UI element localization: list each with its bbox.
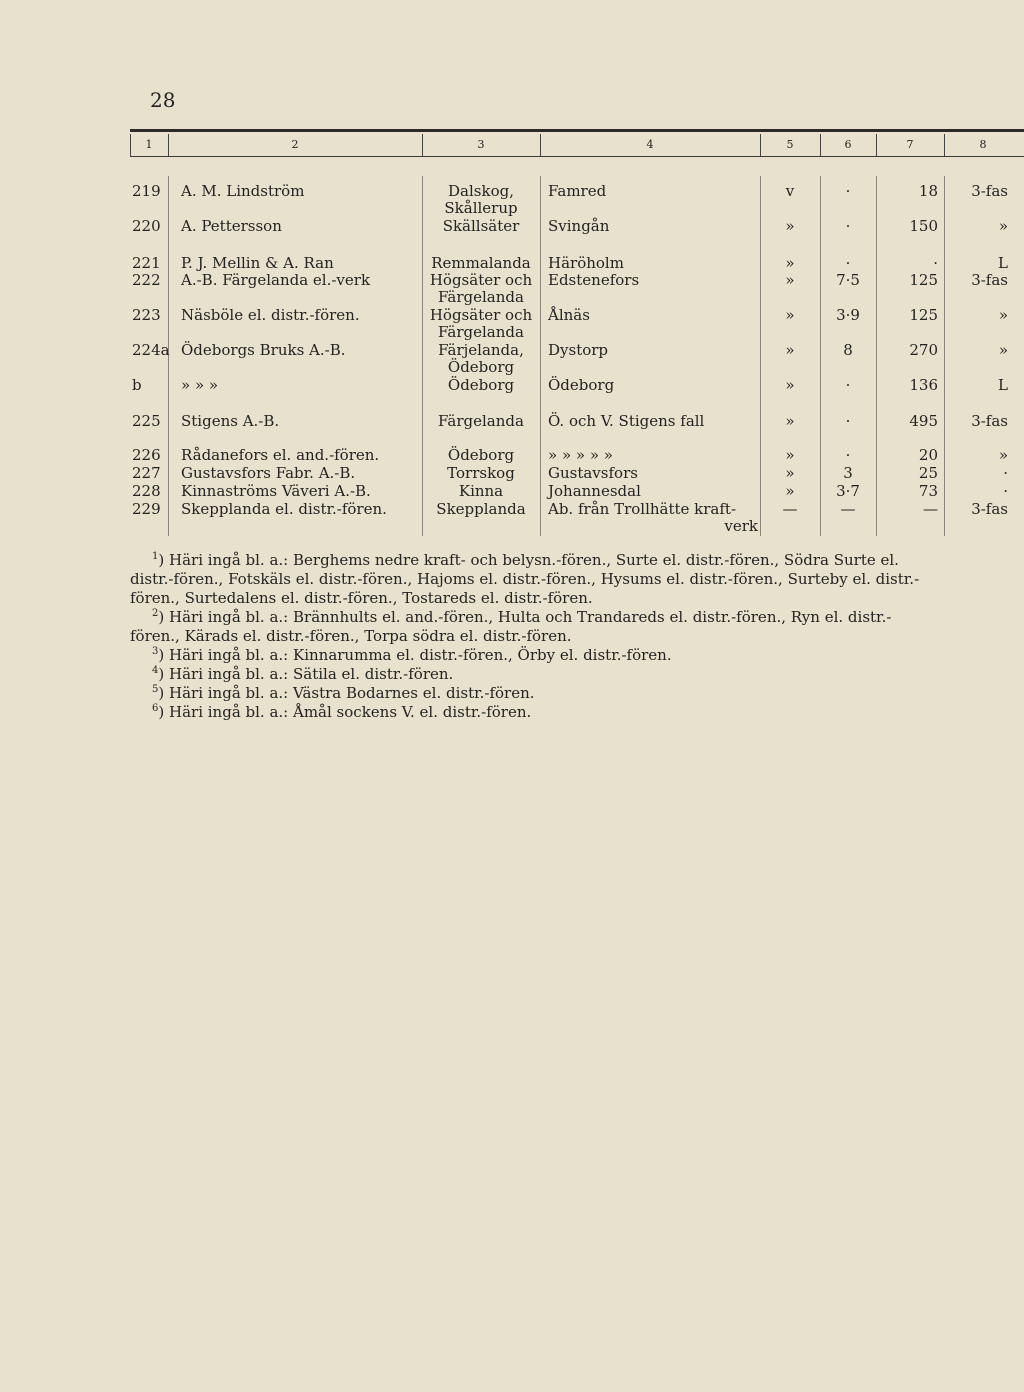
footnote-4: $^4$) Häri ingå bl. a.: Sätila el. distr.-fören. [152,665,454,683]
owner-name: A. M. Lindström [181,182,305,200]
owner-name: Stigens A.-B. [181,412,280,430]
row-number: 228 [132,482,161,500]
plant-location: Edstenefors [548,271,640,289]
col8-value: » [998,217,1008,235]
parish: Kinna [458,482,504,500]
plant-location: Johannesdal [548,482,641,500]
column-divider [540,134,541,156]
row-number: 221 [132,254,161,272]
footnote-mark: 6 [152,703,159,714]
owner-name: Ödeborgs Bruks A.-B. [181,341,346,359]
col7-value: — [923,500,938,518]
owner-name: P. J. Mellin & A. Ran [181,254,334,272]
col6-value: 3·9 [836,306,860,324]
col6-value: 3 [843,464,853,482]
column-header-7: 7 [906,138,914,151]
column-divider [168,134,169,156]
col7-value: 125 [909,306,938,324]
col6-value: 7·5 [836,271,860,289]
row-number: b [132,376,142,394]
col7-value: 18 [918,182,938,200]
footnote-line: fören., Surtedalens el. distr.-fören., Tostareds el. distr.-fören. [130,589,593,607]
col6-value: 3·7 [836,482,860,500]
column-rule [540,176,541,536]
col8-value: L [998,376,1008,394]
column-divider [760,134,761,156]
parish: Färgelanda [438,288,524,306]
footnote-1: $^1$) Häri ingå bl. a.: Berghems nedre kraft- och belysn.-fören., Surte el. distr.-fören., Södra Surte el. [152,551,899,569]
row-number: 229 [132,500,161,518]
col6-value: 8 [843,341,853,359]
plant-location: » » » » » [548,446,613,464]
col8-value: 3-fas [971,500,1008,518]
parish: Ödeborg [447,376,515,394]
footnote-mark: 5 [152,684,159,695]
footnote-5: $^5$) Häri ingå bl. a.: Västra Bodarnes el. distr.-fören. [152,684,535,702]
col6-value: · [845,182,851,200]
col8-value: 3-fas [971,182,1008,200]
col5-value: » [785,376,795,394]
col8-value: 3-fas [971,271,1008,289]
footnote-line: fören., Kärads el. distr.-fören., Torpa södra el. distr.-fören. [130,627,572,645]
footnote-2: $^2$) Häri ingå bl. a.: Brännhults el. and.-fören., Hulta och Trandareds el. distr.-fören., Ryn el. distr.- [152,608,892,626]
column-header-3: 3 [477,138,485,151]
col6-value: — [840,500,856,518]
page-number: 28 [150,88,176,112]
plant-location: Ö. och V. Stigens fall [548,412,705,430]
column-header-4: 4 [646,138,654,151]
column-header-1: 1 [145,138,153,151]
parish: Högsäter och [429,271,533,289]
col5-value: » [785,254,795,272]
row-number: 227 [132,464,161,482]
col5-value: — [782,500,798,518]
footnote-3: $^3$) Häri ingå bl. a.: Kinnarumma el. distr.-fören., Örby el. distr.-fören. [152,646,672,664]
parish: Ödeborg [447,446,515,464]
column-header-5: 5 [786,138,794,151]
owner-name: A.-B. Färgelanda el.-verk [181,271,371,289]
col8-value: » [998,341,1008,359]
col6-value: · [845,254,851,272]
footnote-mark: 2 [152,608,159,619]
table-top-rule [130,129,1024,132]
owner-name: Rådanefors el. and.-fören. [181,446,380,464]
col5-value: v [785,182,795,200]
col6-value: · [845,376,851,394]
plant-location: Svingån [548,217,610,235]
plant-location: Ödeborg [548,376,615,394]
col5-value: » [785,306,795,324]
col5-value: » [785,217,795,235]
col5-value: » [785,482,795,500]
owner-name: Näsböle el. distr.-fören. [181,306,360,324]
column-divider [422,134,423,156]
column-divider [130,134,131,156]
plant-location: Ålnäs [548,306,590,324]
row-number: 226 [132,446,161,464]
parish: Remmalanda [431,254,531,272]
column-divider [944,134,945,156]
row-number: 222 [132,271,161,289]
col8-value: · [1003,464,1008,482]
column-header-8: 8 [979,138,987,151]
parish: Ödeborg [447,358,515,376]
plant-location: Ab. från Trollhätte kraft- [548,500,737,518]
col8-value: » [998,306,1008,324]
plant-location: Gustavsfors [548,464,638,482]
owner-name: Kinnaströms Väveri A.-B. [181,482,371,500]
owner-name: A. Pettersson [181,217,282,235]
col6-value: · [845,412,851,430]
owner-name: » » » [181,376,219,394]
column-header-2: 2 [291,138,299,151]
table-header-rule [130,156,1024,157]
parish: Torrskog [447,464,515,482]
plant-location: Famred [548,182,607,200]
col6-value: · [845,446,851,464]
col7-value: 150 [909,217,938,235]
parish: Färjelanda, [438,341,524,359]
footnote-mark: 1 [152,551,159,562]
col5-value: » [785,341,795,359]
column-divider [876,134,877,156]
parish: Skällsäter [442,217,520,235]
column-divider [820,134,821,156]
row-number: 219 [132,182,161,200]
col7-value: 125 [909,271,938,289]
col8-value: L [998,254,1008,272]
col7-value: 136 [909,376,938,394]
col5-value: » [785,464,795,482]
col7-value: 20 [918,446,938,464]
row-number: 220 [132,217,161,235]
col8-value: · [1003,482,1008,500]
col7-value: 73 [918,482,938,500]
plant-location: Dystorp [548,341,609,359]
parish: Skållerup [444,199,518,217]
col7-value: 270 [909,341,938,359]
row-number: 224a [132,341,170,359]
parish: Högsäter och [429,306,533,324]
col8-value: 3-fas [971,412,1008,430]
col7-value: 495 [909,412,938,430]
owner-name: Gustavsfors Fabr. A.-B. [181,464,356,482]
col6-value: · [845,217,851,235]
footnote-mark: 4 [152,665,159,676]
plant-location: Häröholm [548,254,624,272]
row-number: 225 [132,412,161,430]
col5-value: » [785,412,795,430]
parish: Färgelanda [438,412,524,430]
owner-name: Skepplanda el. distr.-fören. [181,500,387,518]
parish: Dalskog, [448,182,514,200]
parish: Skepplanda [436,500,526,518]
footnote-6: $^6$) Häri ingå bl. a.: Åmål sockens V. el. distr.-fören. [152,703,532,721]
col7-value: 25 [918,464,938,482]
col7-value: · [933,254,938,272]
parish: Färgelanda [438,323,524,341]
col5-value: » [785,446,795,464]
column-header-6: 6 [844,138,852,151]
plant-location-cont: verk [724,517,758,535]
col8-value: » [998,446,1008,464]
footnote-line: distr.-fören., Fotskäls el. distr.-fören., Hajoms el. distr.-fören., Hysums el. distr.-fören., Surteby el. distr.- [130,570,920,588]
col5-value: » [785,271,795,289]
footnote-mark: 3 [152,646,159,657]
row-number: 223 [132,306,161,324]
